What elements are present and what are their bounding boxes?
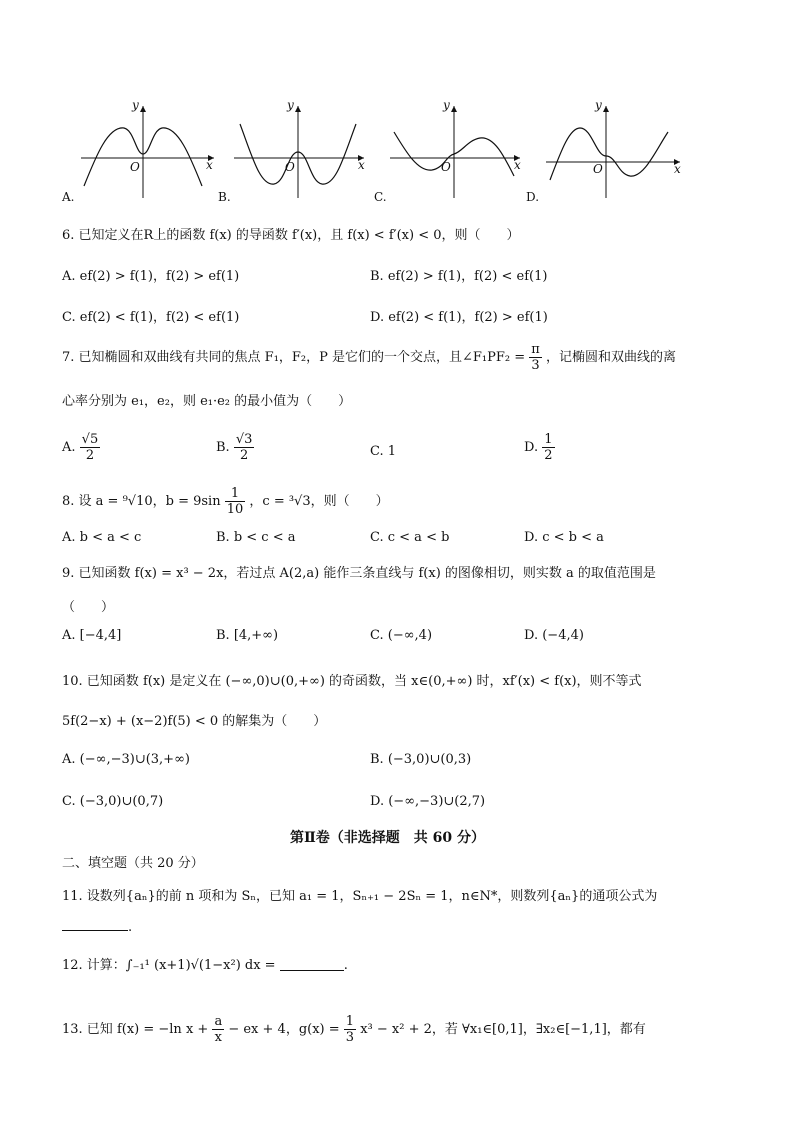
q9-option-c: C. (−∞,4) <box>370 628 433 643</box>
q7-option-d-fraction <box>542 432 554 463</box>
q13-den-2: 3 <box>345 1030 355 1045</box>
graph-b-ylabel: y <box>287 98 294 112</box>
graph-d-label: D. <box>526 190 540 204</box>
q8-num: 1 <box>225 486 246 502</box>
q10-option-b: B. (−3,0)∪(0,3) <box>370 752 472 767</box>
q13-fraction-2 <box>344 1014 356 1045</box>
q7-option-b <box>216 432 254 463</box>
graph-a-origin: O <box>130 160 140 174</box>
q6-option-c: C. ef(2) < f(1)，f(2) < ef(1) <box>62 310 240 325</box>
graph-c-label: C. <box>374 190 387 204</box>
q8-option-a: A. b < a < c <box>62 530 142 545</box>
q9-stem-paren: （ ） <box>62 600 115 615</box>
q7-option-b-num: √3 <box>235 432 253 447</box>
q6-option-b: B. ef(2) > f(1)，f(2) < ef(1) <box>370 269 548 284</box>
graph-c-origin: O <box>441 160 451 174</box>
q7-option-d-label: D. <box>524 440 539 455</box>
q13-tail: x³ − x² + 2，若 ∀x₁∈[0,1]，∃x₂∈[−1,1]，都有 <box>360 1022 646 1037</box>
q6-option-a: A. ef(2) > f(1)，f(2) > ef(1) <box>62 269 240 284</box>
graph-b <box>218 96 365 206</box>
q9-option-d: D. (−4,4) <box>524 628 584 643</box>
graph-b-label: B. <box>218 190 231 204</box>
part2-title: 第Ⅱ卷（非选择题 共 60 分） <box>290 830 486 846</box>
q13-head: 13. 已知 f(x) = −ln x + <box>62 1022 209 1037</box>
q10-option-c: C. (−3,0)∪(0,7) <box>62 794 164 809</box>
graph-b-origin: O <box>285 160 295 174</box>
q13-num-2: 1 <box>345 1014 355 1029</box>
q9-stem: 9. 已知函数 f(x) = x³ − 2x，若过点 A(2,a) 能作三条直线与 f(x) 的图像相切，则实数 a 的取值范围是 <box>62 566 656 581</box>
graph-d-ylabel: y <box>595 98 602 112</box>
y-arrow <box>295 106 301 112</box>
q6-option-d: D. ef(2) < f(1)，f(2) > ef(1) <box>370 310 548 325</box>
q7-option-b-label: B. <box>216 440 230 455</box>
q10-stem: 10. 已知函数 f(x) 是定义在 (−∞,0)∪(0,+∞) 的奇函数，当 x∈(0,+∞) 时，xf′(x) < f(x)，则不等式 <box>62 674 642 689</box>
graph-a-label: A. <box>62 190 75 204</box>
q12-line <box>62 954 348 973</box>
y-arrow <box>140 106 146 112</box>
q11-blank[interactable] <box>62 918 128 931</box>
q7-option-a-label: A. <box>62 440 76 455</box>
q10-option-d: D. (−∞,−3)∪(2,7) <box>370 794 486 809</box>
q8-stem-tail: ，c = ³√3，则（ ） <box>249 494 389 509</box>
curve <box>550 128 668 180</box>
graph-c-ylabel: y <box>443 98 450 112</box>
graph-d <box>526 96 681 206</box>
q7-option-c: C. 1 <box>370 444 397 459</box>
q7-stem-head: 7. 已知椭圆和双曲线有共同的焦点 F₁，F₂，P 是它们的一个交点，且∠F₁PF₂ = <box>62 350 526 365</box>
graph-c <box>374 96 521 206</box>
q7-option-b-den: 2 <box>239 448 249 463</box>
q10-stem-line2: 5f(2−x) + (x−2)f(5) < 0 的解集为（ ） <box>62 714 327 729</box>
q13-fraction-1 <box>212 1014 224 1045</box>
graph-a-ylabel: y <box>132 98 139 112</box>
graph-b-svg <box>222 96 362 206</box>
q7-option-a <box>62 432 100 463</box>
q12-tail: . <box>343 958 348 973</box>
q6-stem: 6. 已知定义在R上的函数 f(x) 的导函数 f′(x)，且 f(x) < f′(x) < 0，则（ ） <box>62 228 520 243</box>
q7-option-d-num: 1 <box>544 432 553 447</box>
q7-stem-tail: ，记椭圆和双曲线的离 <box>545 350 676 365</box>
graph-c-svg <box>378 96 518 206</box>
q8-stem <box>62 486 389 517</box>
q7-angle-den: 3 <box>531 358 540 373</box>
q11-tail: . <box>128 920 133 935</box>
q8-option-d: D. c < b < a <box>524 530 604 545</box>
y-arrow <box>451 106 457 112</box>
q7-stem-line2: 心率分别为 e₁，e₂，则 e₁·e₂ 的最小值为（ ） <box>62 394 352 409</box>
q10-option-a: A. (−∞,−3)∪(3,+∞) <box>62 752 190 767</box>
graph-d-xlabel: x <box>674 162 681 176</box>
q12-blank[interactable] <box>280 958 344 971</box>
graph-d-svg <box>534 96 674 206</box>
graph-d-origin: O <box>593 162 603 176</box>
q7-option-a-num: √5 <box>81 432 99 447</box>
q9-option-a: A. [−4,4] <box>62 628 122 643</box>
q13-den-1: x <box>214 1030 222 1045</box>
q7-angle-num: π <box>531 342 540 357</box>
graph-b-xlabel: x <box>358 158 365 172</box>
q7-angle-fraction <box>529 342 542 373</box>
q7-option-a-fraction <box>80 432 101 463</box>
q7-option-b-fraction <box>234 432 255 463</box>
q8-option-c: C. c < a < b <box>370 530 450 545</box>
q11-answer-line <box>62 918 132 935</box>
section-fill-blank: 二、填空题（共 20 分） <box>62 856 204 871</box>
q9-option-b: B. [4,+∞) <box>216 628 279 643</box>
graph-a-xlabel: x <box>206 158 213 172</box>
q13-mid: − ex + 4，g(x) = <box>228 1022 340 1037</box>
y-arrow <box>603 106 609 112</box>
q7-option-a-den: 2 <box>85 448 95 463</box>
graph-c-xlabel: x <box>514 158 521 172</box>
q8-option-b: B. b < c < a <box>216 530 296 545</box>
q8-fraction <box>225 486 246 517</box>
q7-option-d-den: 2 <box>544 448 553 463</box>
q8-stem-head: 8. 设 a = ⁹√10，b = 9sin <box>62 494 221 509</box>
q11-stem: 11. 设数列{aₙ}的前 n 项和为 Sₙ，已知 a₁ = 1，Sₙ₊₁ − 2Sₙ = 1，n∈N*，则数列{aₙ}的通项公式为 <box>62 889 658 904</box>
graph-a <box>62 96 213 206</box>
q8-den: 10 <box>226 502 244 517</box>
q13-num-1: a <box>214 1014 223 1029</box>
q7-option-d <box>524 432 555 463</box>
q7-stem-line1 <box>62 342 676 373</box>
graph-a-svg <box>66 96 206 206</box>
q13-line <box>62 1014 646 1045</box>
q12-stem: 12. 计算：∫₋₁¹ (x+1)√(1−x²) dx = <box>62 958 276 973</box>
